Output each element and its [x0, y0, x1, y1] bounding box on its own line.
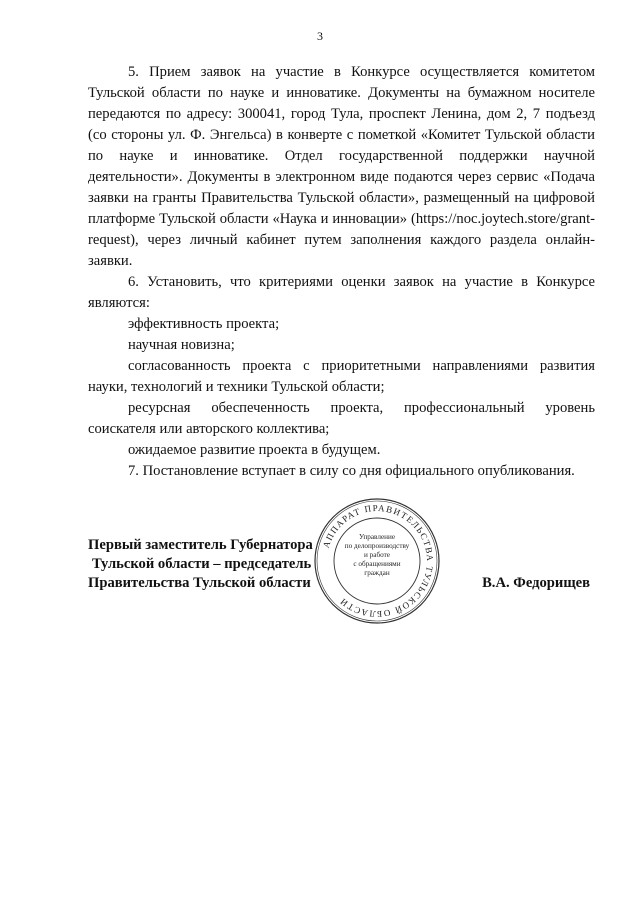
paragraph-6: 6. Установить, что критериями оценки заявок на участие в Конкурсе являются: — [88, 274, 595, 311]
seal-inner-line-1: Управление — [358, 533, 396, 541]
signatory-name: В.А. Федорищев — [482, 575, 590, 591]
seal-outer-text: АППАРАТ ПРАВИТЕЛЬСТВА ТУЛЬСКОЙ ОБЛАСТИ — [320, 502, 436, 620]
seal-inner-line-4: с обращениями — [353, 560, 401, 568]
seal-inner-line-5: граждан — [364, 569, 390, 577]
signatory-title-line-1: Первый заместитель Губернатора — [88, 537, 313, 553]
paragraph-5: 5. Прием заявок на участие в Конкурсе осуществляется комитетом Тульской области по науке и инноватике. Документы на бумажном носителе передаются по адресу: 300041, город Тула, проспект Ленина, дом 2, 7 подъезд (со стороны ул. Ф. Энгельса) в конверте с пометкой «Комитет Тульской области по науке и инноватике. Отдел государственной поддержки научной деятельности». Документы в электронном виде подаются через сервис «Подача заявки на гранты Правительства Тульской области», размещенный на цифровой платформе Тульской области «Наука и инновации» (https://noc.joytech.store/grant-request), через личный кабинет путем заполнения каждого раздела онлайн-заявки. — [88, 64, 595, 269]
document-body — [88, 62, 595, 482]
criterion-resources: ресурсная обеспеченность проекта, профессиональный уровень соискателя или авторского коллектива; — [88, 400, 595, 437]
official-seal — [312, 496, 442, 626]
criterion-novelty: научная новизна; — [128, 337, 235, 353]
seal-inner-line-3: и работе — [364, 551, 390, 559]
paragraph-7: 7. Постановление вступает в силу со дня официального опубликования. — [128, 463, 575, 479]
criterion-development: ожидаемое развитие проекта в будущем. — [128, 442, 381, 458]
criterion-alignment: согласованность проекта с приоритетными направлениями развития науки, технологий и техники Тульской области; — [88, 358, 595, 395]
seal-inner-text — [332, 533, 422, 578]
page-number: 3 — [317, 29, 323, 43]
seal-inner-line-2: по делопроизводству — [344, 542, 410, 550]
signatory-title-line-3: Правительства Тульской области — [88, 575, 311, 591]
criterion-efficiency: эффективность проекта; — [128, 316, 280, 332]
signatory-title-line-2: Тульской области – председатель — [92, 556, 312, 572]
